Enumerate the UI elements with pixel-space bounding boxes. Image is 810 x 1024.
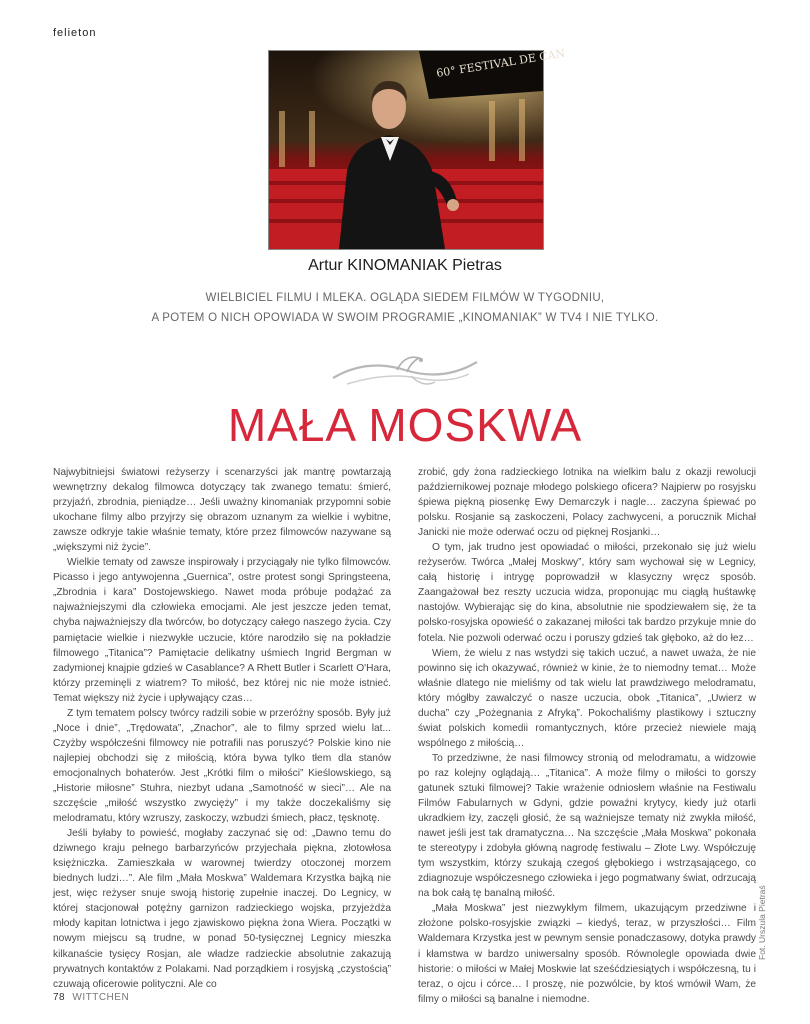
paragraph: zrobić, gdy żona radzieckiego lotnika na wielkim balu z okazji rewolucji październikowej poznaje młodego polskiego oficera? Najpierw po rosyjsku śpiewa piękną piosenkę Ewy Demarczyk i nagle… zaczyna śpiewać po polsku. Rosjanie są zaskoczeni, Polacy zachwyceni, a porucznik Michał Janicki nie może oderwać oczu od pięknej Rosjanki… <box>418 467 756 539</box>
paragraph: Najwybitniejsi światowi reżyserzy i scenarzyści jak mantrę powtarzają wewnętrzny dekalog filmowca dotyczący tak zwanego tematu: śmierć, przyjaźń, zbrodnia, pieniądze… Jeśli uważny kinomaniak przypomni sobie ukochane filmy albo przyjrzy się obrazom uznanym za wielkie i wybitne, zawsze odkryje takie właśnie tematy, które przez filmowców nazywane są „większymi niż życie”. <box>53 467 391 554</box>
tagline-line-2: A POTEM O NICH OPOWIADA W SWOIM PROGRAMIE „KINOMANIAK” W TV4 I NIE TYLKO. <box>151 312 659 324</box>
author-photo <box>268 46 567 250</box>
paragraph: To przedziwne, że nasi filmowcy stronią od melodramatu, a widzowie po raz kolejny oglądają… „Titanica”. A może filmy o miłości to gorszy gatunek sztuki filmowej? Takie wrażenie odniosłem właśnie na Festiwalu Filmów Fabularnych w Gdyni, gdzie powaźni krytycy, kiedy już otarli ukradkiem łzy, zaczęli głosić, że są ważniejsze tematy niż zwykła miłość, nawet jeśli jest tak dramatyczna… Na szczęście „Mała Moskwa” pokonała te stereotypy i zdobyła główną nagrodę festiwalu – Złote Lwy. Współczuję tym wszystkim, którzy szukają czegoś głębokiego i wstrząsającego, co zdiagnozuje współczesnego człowieka i jego pogmatwany świat, odrzucają na bok całą tę banalną miłość. <box>418 752 756 900</box>
tagline-line-1: WIELBICIEL FILMU I MLEKA. OGLĄDA SIEDEM FILMÓW W TYGODNIU, <box>205 292 605 304</box>
photo-credit: Fot. Urszula Pietraś <box>757 885 767 960</box>
page-number: 78 <box>53 992 66 1003</box>
paragraph: Jeśli byłaby to powieść, mogłaby zaczynać się od: „Dawno temu do dziwnego kraju pełnego barbarzyńców przyjechała piękna, złotowłosa księżniczka. Zamieszkała w warownej twierdzy otoczonej morzem biednych ludzi…”. Ale film „Mała Moskwa” Waldemara Krzystka bajką nie jest, więc reżyser snuje swoją historię zupełnie inaczej. Do Legnicy, w której stacjonował potężny garnizon radzieckiego wojska, przyjeżdża młody kapitan lotnictwa i jego zjawiskowo piękna żona Wiera. Początki w nowym miejscu są trudne, w ponad 50-tysięcznej Legnicy mieszka kilkanaście tysięcy Rosjan, ale władze radzieckie absolutnie zakazują prywatnych kontaktów z Polakami. Nad porządkiem i rosyjską „czystością” czuwają oficerowie polityczni. Ale co <box>53 828 391 990</box>
paragraph: Wielkie tematy od zawsze inspirowały i przyciągały nie tylko filmowców. Picasso i jego antywojenna „Guernica”, ostre protest songi Springsteena, „Zbrodnia i kara” Dostojewskiego. Nawet moda próbuje podążać za najważniejszymi dla człowieka emocjami. Ale jest jeszcze jeden temat, chyba najważniejszy dla twórców, bo dotyczący całego naszego życia. Czy pamiętacie wielkie i niezwykłe uczucie, które narodziło się na pokładzie filmowego „Titanica”? Pamiętacie delikatny uśmiech Ingrid Bergman w zadymionej knajpie gdzieś w Casablance? A Rhett Butler i Scarlett O'Hara, którzy przeminęli z wiatrem? To miłość, bez której nic nie może istnieć. Temat większy niż życie i upływający czas… <box>53 557 391 704</box>
paragraph: Z tym tematem polscy twórcy radzili sobie w przeróżny sposób. Były już „Noce i dnie”, „Trędowata”, „Znachor”, ale to filmy sprzed wielu lat... Czyżby współcześni filmowcy nie potrafili nas poruszyć? Polskie kino nie najlepiej obchodzi się z miłością, która bywa tylko tłem dla stanów emocjonalnych bohaterów. Jest „Krótki film o miłości” Kieślowskiego, są „Historie miłosne” Stuhra, niezbyt udana „Samotność w sieci”… Ale na szczęście „miłość wszystko zwycięży” i my także doczekaliśmy się melodramatu, który wzruszy, zaskoczy, wzbudzi śmiech, płacz, tęsknotę. <box>53 707 391 825</box>
festival-sign: 60° FESTIVAL DE CAN <box>435 46 567 80</box>
author-tagline <box>0 288 810 328</box>
paragraph: O tym, jak trudno jest opowiadać o miłości, przekonało się już wielu reżyserów. Twórca „Małej Moskwy”, który sam wychował się w Legnicy, całą historię i intrygę poprowadził w klasyczny wręcz sposób. Zaangażował bez reszty uczucia widza, proponując mu ciągłą huśtawkę nastojów. Wybierając się do kina, absolutnie nie spodziewałem się, że ta polsko-rosyjska opowieść o zakazanej miłości tak bardzo przykuje mnie do fotela. Nie pozwoli oderwać oczu i poruszy gdzieś tak głęboko, aż do łez… <box>418 542 756 644</box>
flourish-ornament-icon <box>327 348 483 397</box>
article-headline: MAŁA MOSKWA <box>227 399 583 451</box>
author-name: Artur KINOMANIAK Pietras <box>308 257 502 274</box>
page-footer <box>53 992 129 1003</box>
column-left <box>53 465 391 990</box>
publication-name: WITTCHEN <box>72 992 130 1003</box>
paragraph: „Mała Moskwa” jest niezwykłym filmem, ukazującym przedziwne i złożone polsko-rosyjskie związki – kiedyś, teraz, w przyszłości… Film Waldemara Krzystka jest w pewnym sensie ponadczasowy, dotyka prawdy i kłamstwa w bardzo uniwersalny sposób. Równolegle opowiada dwie historie: o miłości w Małej Moskwie lat sześćdziesiątych i współczesną, tu i teraz, o ojcu i córce… I proszę, nie pozwólcie, by ktoś wmówił Wam, że filmy o miłości są banalne i niemodne. <box>418 903 756 1005</box>
paragraph: Wiem, że wielu z nas wstydzi się takich uczuć, a nawet uważa, że nie powinno się ich okazywać, również w kinie, że to niemodny temat… Może właśnie dlatego nie mieliśmy od tak wielu lat prawdziwego melodramatu, który mógłby zawalczyć o nasze uczucia, obok „Titanica”, „Uwierz w ducha” czy „Pożegnania z Afryką”. Pokochaliśmy plastikowy i sztuczny świat polskich komedii romantycznych, które przecież niewiele mają wspólnego z miłością… <box>418 647 756 749</box>
column-right <box>418 465 756 1005</box>
section-label: felieton <box>53 27 97 39</box>
